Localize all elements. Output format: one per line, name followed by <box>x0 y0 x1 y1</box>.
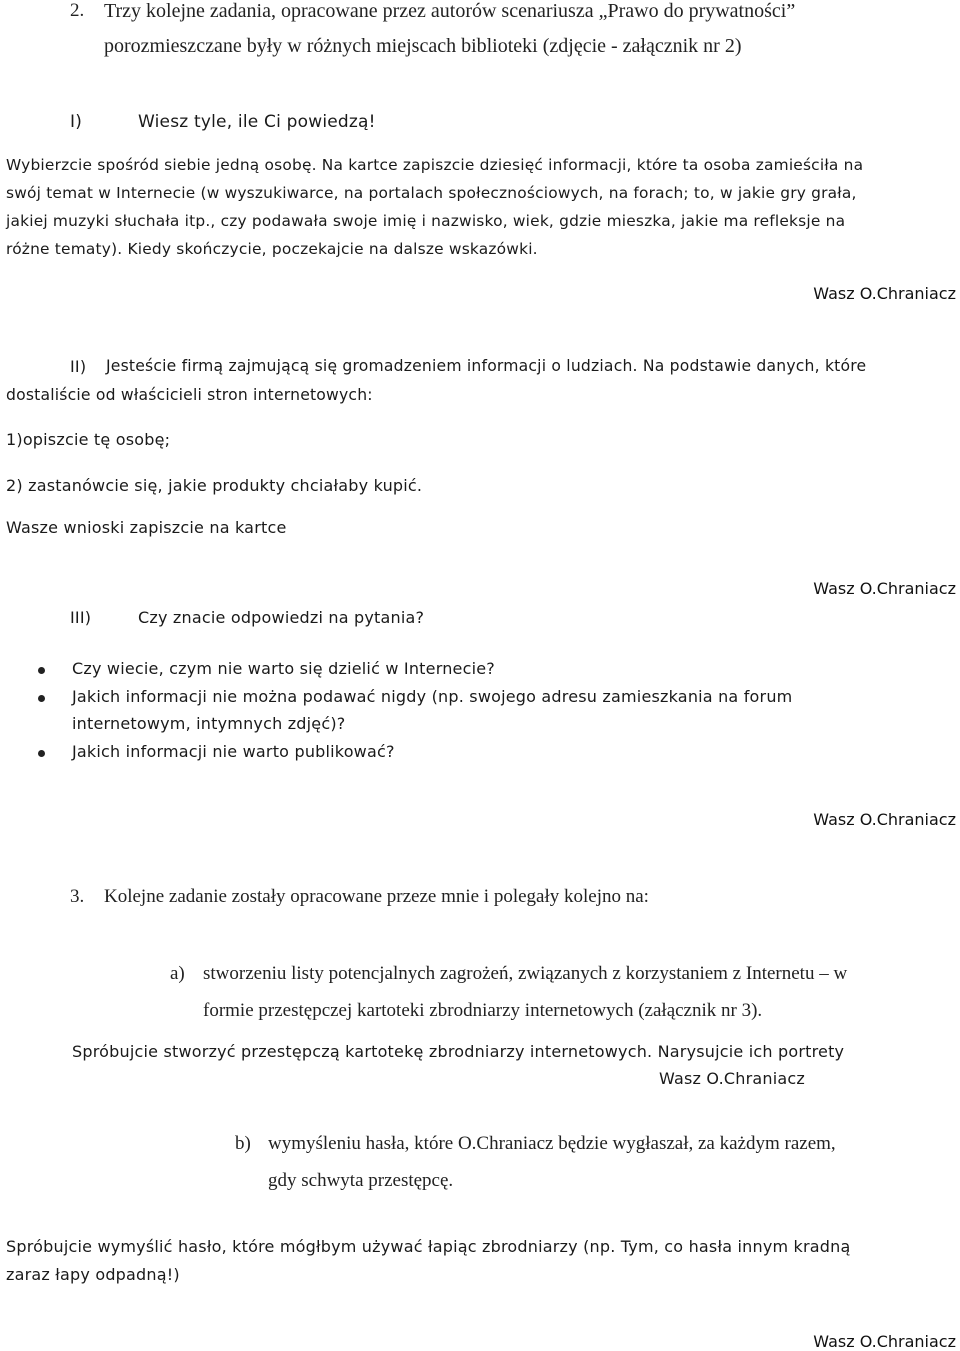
task-3-question-2-cont: internetowym, intymnych zdjęć)? <box>72 714 346 733</box>
item-b-line-2: gdy schwyta przestępcę. <box>268 1170 454 1191</box>
item-b-handwritten-2: zaraz łapy odpadną!) <box>6 1265 180 1284</box>
item-a-handwritten: Spróbujcie stworzyć przestępczą kartotekę zbrodniarzy internetowych. Narysujcie ich portrety <box>72 1042 845 1061</box>
item-a-line-2: formie przestępczej kartoteki zbrodniarzy internetowych (załącznik nr 3). <box>203 1000 763 1021</box>
task-1-signature: Wasz O.Chraniacz <box>813 284 956 303</box>
task-1-body-line-3: jakiej muzyki słuchała itp., czy podawała swoje imię i nazwisko, wiek, gdzie mieszka, jakie ma refleksje na <box>6 212 846 230</box>
task-1-body-line-4: różne tematy). Kiedy skończycie, poczekajcie na dalsze wskazówki. <box>6 240 538 258</box>
item-b-handwritten-1: Spróbujcie wymyślić hasło, które mógłbym używać łapiąc zbrodniarzy (np. Tym, co hasła innym kradną <box>6 1237 851 1256</box>
item-a-line-1: stworzeniu listy potencjalnych zagrożeń, związanych z korzystaniem z Internetu – w <box>203 963 848 984</box>
section-3-number: 3. <box>70 886 85 907</box>
task-3-signature: Wasz O.Chraniacz <box>813 810 956 829</box>
item-b-signature: Wasz O.Chraniacz <box>813 1332 956 1351</box>
task-3-question-3: Jakich informacji nie warto publikować? <box>72 742 395 761</box>
bullet-icon <box>38 695 45 702</box>
task-3-question-2: Jakich informacji nie można podawać nigdy (np. swojego adresu zamieszkania na forum <box>72 687 793 706</box>
task-2-point-2: 2) zastanówcie się, jakie produkty chciałaby kupić. <box>6 476 423 495</box>
task-2-conclusion: Wasze wnioski zapiszcie na kartce <box>6 518 287 537</box>
section-2-number: 2. <box>70 0 85 21</box>
task-1-numeral: I) <box>70 112 83 132</box>
section-2-line-2: porozmieszczane były w różnych miejscach biblioteki (zdjęcie - załącznik nr 2) <box>104 35 742 57</box>
bullet-icon <box>38 667 45 674</box>
task-2-body-line-1: Jesteście firmą zajmującą się gromadzeniem informacji o ludziach. Na podstawie danych, które <box>106 357 867 375</box>
task-3-numeral: III) <box>70 608 92 627</box>
item-b-label: b) <box>235 1133 251 1154</box>
task-2-body-line-2: dostaliście od właścicieli stron internetowych: <box>6 386 373 404</box>
task-1-title: Wiesz tyle, ile Ci powiedzą! <box>138 112 376 132</box>
task-1-body-line-1: Wybierzcie spośród siebie jedną osobę. Na kartce zapiszcie dziesięć informacji, które ta osoba zamieściła na <box>6 156 864 174</box>
item-b-line-1: wymyśleniu hasła, które O.Chraniacz będzie wygłaszał, za każdym razem, <box>268 1133 836 1154</box>
task-2-signature: Wasz O.Chraniacz <box>813 579 956 598</box>
section-3-intro: Kolejne zadanie zostały opracowane przeze mnie i polegały kolejno na: <box>104 886 649 907</box>
task-2-numeral: II) <box>70 357 87 376</box>
task-3-title: Czy znacie odpowiedzi na pytania? <box>138 608 425 627</box>
task-3-question-1: Czy wiecie, czym nie warto się dzielić w Internecie? <box>72 659 495 678</box>
item-a-label: a) <box>170 963 185 984</box>
section-2-line-1: Trzy kolejne zadania, opracowane przez autorów scenariusza „Prawo do prywatności” <box>104 0 796 22</box>
bullet-icon <box>38 750 45 757</box>
item-a-signature: Wasz O.Chraniacz <box>659 1069 805 1088</box>
task-1-body-line-2: swój temat w Internecie (w wyszukiwarce, na portalach społecznościowych, na forach; to, w jakie gry grała, <box>6 184 857 202</box>
task-2-point-1: 1)opiszcie tę osobę; <box>6 430 171 449</box>
